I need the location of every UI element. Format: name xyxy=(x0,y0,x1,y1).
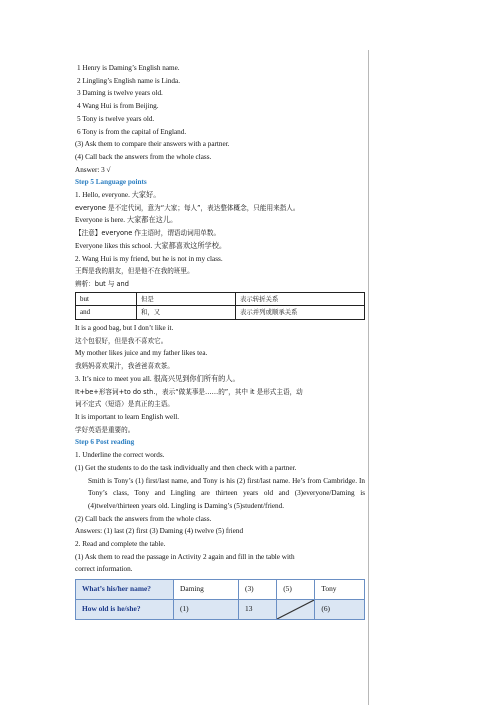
analysis-label: 辨析：but 与 and xyxy=(75,279,129,288)
diagonal-slash-icon xyxy=(277,600,314,619)
but-and-comparison-table xyxy=(75,292,365,320)
table-row xyxy=(76,292,365,306)
information-table xyxy=(75,579,365,620)
table-cell: (1) xyxy=(174,600,239,620)
document-body xyxy=(75,62,365,620)
table-cell: Daming xyxy=(174,580,239,600)
table-cell: 和，又 xyxy=(137,306,236,320)
example-juice: My mother likes juice and my father likes tea. xyxy=(75,349,208,358)
example-everyone-here: Everyone is here. 大家都在这儿。 xyxy=(75,216,178,225)
statement-4: 4 Wang Hui is from Beijing. xyxy=(77,102,159,111)
example-juice-translation: 我妈妈喜欢果汁，我爸爸喜欢茶。 xyxy=(75,362,174,371)
step5-heading: Step 5 Language points xyxy=(75,178,147,187)
instruction-callback: (4) Call back the answers from the whole class. xyxy=(75,152,212,161)
example-everyone-likes: Everyone likes this school. 大家都喜欢这所学校。 xyxy=(75,241,227,250)
table-cell: 表示并列或顺承关系 xyxy=(236,306,365,320)
language-point-1: 1. Hello, everyone. 大家好。 xyxy=(75,191,161,200)
table-header-cell: How old is he/she? xyxy=(76,600,174,620)
answer-line: Answer: 3 √ xyxy=(75,165,111,174)
table-cell: (6) xyxy=(315,600,365,620)
language-point-2: 2. Wang Hui is my friend, but he is not in my class. xyxy=(75,254,223,263)
page-margin-line xyxy=(368,50,369,705)
task-1: 1. Underline the correct words. xyxy=(75,451,165,460)
instruction-callback-2: (2) Call back the answers from the whole class. xyxy=(75,514,212,523)
answers-line: Answers: (1) last (2) first (3) Daming (4) twelve (5) friend xyxy=(75,527,244,536)
example-good-bag: It is a good bag, but I don’t like it. xyxy=(75,324,174,333)
statement-1: 1 Henry is Daming’s English name. xyxy=(77,64,180,72)
language-point-2-translation: 王辉是我的朋友，但是他不在我的班里。 xyxy=(75,267,194,276)
table-header-cell: What’s his/her name? xyxy=(76,580,174,600)
table-cell: 表示转折关系 xyxy=(236,292,365,306)
task-2: 2. Read and complete the table. xyxy=(75,540,166,549)
usage-note: 【注意】everyone 作主语时，谓语动词用单数。 xyxy=(75,229,221,238)
reading-passage: Smith is Tony’s (1) first/last name, and Tony is his (2) first/last name. He’s from Cambridge. In Tony’s class, Tony and Lingling are thirteen years old and (3)everyone/Daming is (4)twelve/thirteen years old. Lingling is Daming’s (5)student/friend. xyxy=(88,476,365,510)
table-row xyxy=(76,580,365,600)
statement-5: 5 Tony is twelve years old. xyxy=(77,114,155,123)
example-good-bag-translation: 这个包很好，但是我不喜欢它。 xyxy=(75,336,168,345)
statement-6: 6 Tony is from the capital of England. xyxy=(77,127,187,136)
everyone-explanation: everyone 是不定代词，意为“大家；每人”，表达整体概念，只能用来指人。 xyxy=(75,203,300,212)
table-row xyxy=(76,600,365,620)
language-point-3: 3. It’s nice to meet you all. 很高兴见到你们所有的人。 xyxy=(75,374,240,383)
instruction-read-1: (1) Ask them to read the passage in Activity 2 again and fill in the table with xyxy=(75,552,295,561)
step6-heading: Step 6 Post reading xyxy=(75,438,135,447)
table-cell: (5) xyxy=(277,580,315,600)
instruction-compare: (3) Ask them to compare their answers with a partner. xyxy=(75,140,230,149)
rule-line-2: 词不定式（短语）是真正的主语。 xyxy=(75,400,174,409)
table-cell: but xyxy=(76,292,137,306)
diagonal-slash-cell xyxy=(277,600,315,620)
instruction-individual: (1) Get the students to do the task individually and then check with a partner. xyxy=(75,463,297,472)
statement-3: 3 Daming is twelve years old. xyxy=(77,89,163,98)
table-cell: (3) xyxy=(239,580,277,600)
statement-2: 2 Lingling’s English name is Linda. xyxy=(77,76,181,85)
example-important-translation: 学好英语是重要的。 xyxy=(75,425,135,434)
table-cell: 但是 xyxy=(137,292,236,306)
table-cell: 13 xyxy=(239,600,277,620)
table-row xyxy=(76,306,365,320)
rule-line-1: It+be+形容词+to do sth.，表示“做某事是……的”，其中 it 是形式主语，动 xyxy=(75,387,303,396)
example-important: It is important to learn English well. xyxy=(75,412,180,421)
table-cell: and xyxy=(76,306,137,320)
instruction-read-2: correct information. xyxy=(75,565,133,574)
table-cell: Tony xyxy=(315,580,365,600)
